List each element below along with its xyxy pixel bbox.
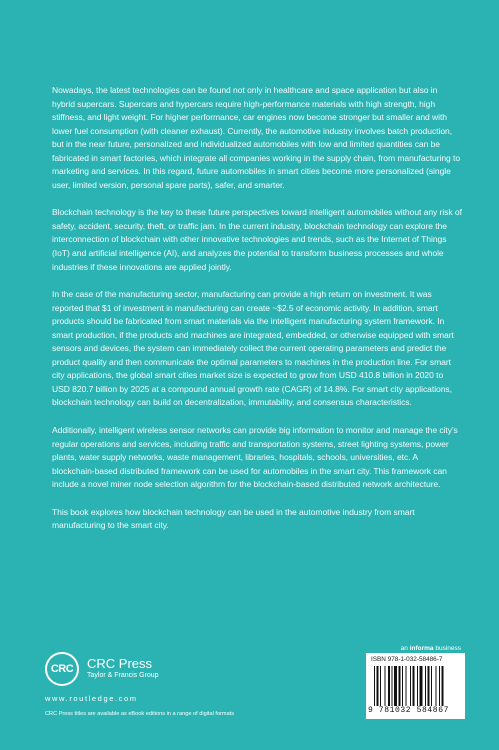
paragraph-4: Additionally, intelligent wireless sensor networks can provide big information to monitor and manage the city's regular operations and services, including traffic and transportation systems, street lighting systems, power plants, water supply networks, waste management, libraries, hospitals, schools, universities, etc. A blockchain-based distributed framework can be used for automobiles in the smart city. This framework can include a novel miner node selection algorithm for the blockchain-based distributed network architecture.: [52, 425, 458, 490]
paragraph-5: This book explores how blockchain technology can be used in the automotive industry from smart manufacturing to the smart city.: [52, 506, 415, 531]
ebook-note: CRC Press titles are available as eBook editions in a range of digital formats: [45, 711, 235, 717]
isbn-label: ISBN 978-1-032-58486-7: [371, 656, 443, 663]
publisher-website: www.routledge.com: [45, 694, 138, 703]
informa-prefix: an: [400, 645, 410, 652]
publisher-subtitle: Taylor & Francis Group: [87, 672, 159, 679]
crc-logo-text: CRC: [50, 663, 74, 675]
informa-business-line: [401, 645, 461, 652]
paragraph-1: Nowadays, the latest technologies can be found not only in healthcare and space application but also in hybrid supercars. Supercars and hypercars require high-performance materials with high strength, high stiffness, and light weight. For higher performance, car engines now become stronger but smaller and with lower fuel consumption (with cleaner exhaust). Currently, the automotive industry involves batch production, but in the near future, personalized and individualized automobiles with low and limited quantities can be fabricated in smart factories, which integrate all companies working in the supply chain, from manufacturing to marketing and services. In this regard, future automobiles in smart cities become more personalized (single user, limited version, personal spare parts), safer, and smarter.: [52, 85, 461, 190]
isbn-digits: 9 781032 584867: [368, 706, 450, 715]
crc-logo-icon: [45, 652, 79, 686]
publisher-name: CRC Press: [87, 656, 153, 671]
informa-suffix: business: [433, 645, 461, 652]
paragraph-2: Blockchain technology is the key to these future perspectives toward intelligent automobiles without any risk of safety, accident, security, theft, or traffic jam. In the current industry, blockchain technology can explore the interconnection of blockchain with other innovative technologies and trends, such as the Internet of Things (IoT) and artificial intelligence (AI), and analyzes the potential to transform business processes and whole industries if these innovations are applied jointly.: [52, 207, 462, 272]
publisher-logo: [45, 652, 245, 692]
back-cover-description: [52, 84, 462, 547]
informa-brand: informa: [409, 645, 434, 652]
isbn-barcode: [366, 653, 465, 719]
barcode-bars-icon: [374, 666, 462, 706]
paragraph-3: In the case of the manufacturing sector, manufacturing can provide a high return on investment. It was reported that $1 of investment in manufacturing can create ~$2.5 of economic activity. In addition, smart products should be fabricated from smart materials via the intelligent manufacturing system framework. In smart production, if the products and machines are integrated, embedded, or otherwise equipped with smart sensors and devices, the system can immediately collect the current operating parameters and predict the product quality and then communicate the optimal parameters to machines in the production line. For smart city applications, the global smart cities market size is expected to grow from USD 410.8 billion in 2020 to USD 820.7 billion by 2025 at a compound annual growth rate (CAGR) of 14.8%. For smart city applications, blockchain technology can build on decentralization, immutability, and consensus characteristics.: [52, 289, 454, 408]
